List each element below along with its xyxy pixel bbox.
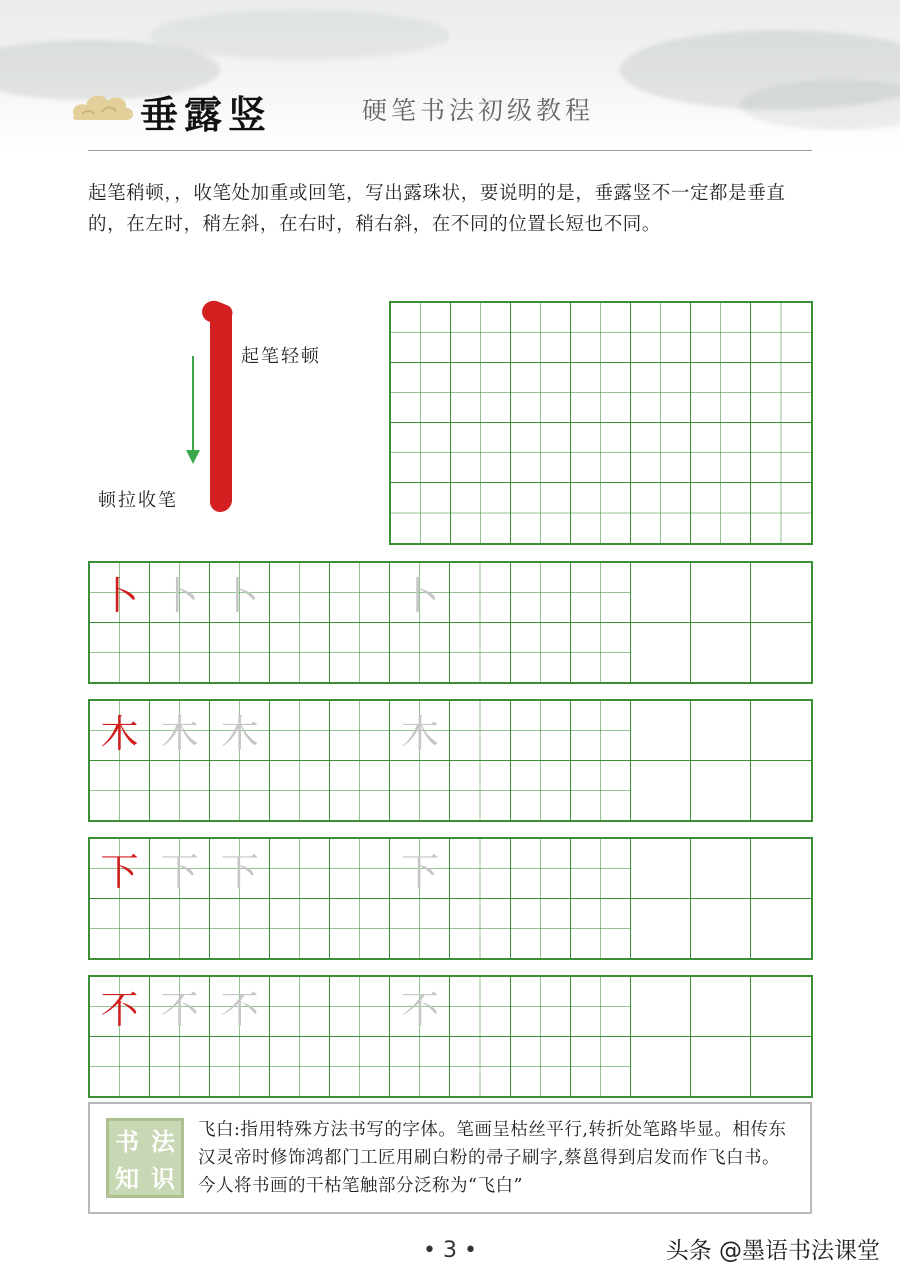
grid-cell[interactable]	[691, 839, 751, 899]
grid-cell[interactable]	[691, 423, 751, 483]
page-subtitle: 硬笔书法初级教程	[362, 96, 595, 125]
grid-cell[interactable]	[631, 839, 691, 899]
badge-char: 书	[115, 1127, 139, 1156]
grid-cell[interactable]	[691, 563, 751, 623]
grid-cell[interactable]	[451, 363, 511, 423]
grid-cell[interactable]	[751, 423, 811, 483]
watermark: 头条 @墨语书法课堂	[665, 1238, 880, 1264]
grid-cell[interactable]	[511, 761, 571, 821]
trace-char: 不	[400, 987, 439, 1032]
grid-cell[interactable]	[691, 483, 751, 543]
practice-row-grid[interactable]	[88, 561, 813, 684]
grid-cell[interactable]	[210, 899, 270, 959]
grid-cell[interactable]	[90, 623, 150, 683]
grid-cell[interactable]	[330, 701, 390, 761]
knowledge-badge	[106, 1118, 184, 1198]
grid-cell[interactable]	[511, 701, 571, 761]
page-title: 垂露竖	[140, 92, 273, 137]
trace-char: 木	[160, 711, 199, 756]
grid-cell[interactable]	[450, 839, 510, 899]
page-number: • 3 •	[423, 1238, 477, 1263]
grid-cell[interactable]	[631, 423, 691, 483]
trace-char-cell[interactable]	[390, 839, 450, 899]
badge-char: 知	[115, 1164, 139, 1193]
grid-cell[interactable]	[390, 623, 450, 683]
trace-char: 木	[220, 711, 259, 756]
header-divider	[88, 150, 812, 151]
trace-char-cell[interactable]	[390, 977, 450, 1037]
grid-cell[interactable]	[330, 899, 390, 959]
grid-cell[interactable]	[511, 977, 571, 1037]
trace-char-cell[interactable]	[150, 701, 210, 761]
trace-char-cell[interactable]	[150, 977, 210, 1037]
trace-char: 不	[220, 987, 259, 1032]
grid-cell[interactable]	[631, 761, 691, 821]
grid-cell[interactable]	[631, 563, 691, 623]
start-note: 起笔轻顿	[241, 346, 321, 367]
grid-cell[interactable]	[150, 623, 210, 683]
grid-cell[interactable]	[751, 701, 811, 761]
grid-cell[interactable]	[631, 303, 691, 363]
down-arrow-icon	[186, 450, 200, 464]
grid-cell[interactable]	[751, 363, 811, 423]
grid-cell[interactable]	[390, 899, 450, 959]
grid-cell[interactable]	[631, 1037, 691, 1097]
grid-cell[interactable]	[631, 899, 691, 959]
trace-char-cell[interactable]	[150, 839, 210, 899]
trace-char: 卜	[220, 573, 259, 618]
grid-cell[interactable]	[451, 483, 511, 543]
trace-char: 卜	[400, 573, 439, 618]
grid-cell[interactable]	[511, 423, 571, 483]
trace-char-cell[interactable]	[390, 701, 450, 761]
intro-paragraph: 起笔稍顿，，收笔处加重或回笔，写出露珠状，要说明的是，垂露竖不一定都是垂直的，在左时，稍左斜，在右时，稍右斜，在不同的位置长短也不同。	[88, 183, 786, 235]
calligraphy-knowledge-box	[88, 1102, 812, 1214]
grid-cell[interactable]	[571, 839, 631, 899]
grid-cell[interactable]	[90, 1037, 150, 1097]
grid-cell[interactable]	[150, 761, 210, 821]
grid-cell[interactable]	[571, 977, 631, 1037]
trace-char-cell[interactable]	[210, 839, 270, 899]
trace-char: 下	[220, 849, 259, 894]
grid-cell[interactable]	[751, 899, 811, 959]
grid-cell[interactable]	[571, 899, 631, 959]
grid-cell[interactable]	[450, 761, 510, 821]
grid-cell[interactable]	[451, 303, 511, 363]
grid-cell[interactable]	[511, 899, 571, 959]
grid-cell[interactable]	[451, 423, 511, 483]
grid-cell[interactable]	[571, 563, 631, 623]
header-mist-background	[0, 0, 900, 150]
grid-cell[interactable]	[691, 977, 751, 1037]
grid-cell[interactable]	[571, 701, 631, 761]
grid-cell[interactable]	[270, 1037, 330, 1097]
grid-cell[interactable]	[330, 563, 390, 623]
grid-cell[interactable]	[270, 839, 330, 899]
trace-char-cell[interactable]	[210, 977, 270, 1037]
grid-cell[interactable]	[511, 623, 571, 683]
grid-cell[interactable]	[450, 977, 510, 1037]
vertical-stroke-sample	[210, 306, 232, 512]
trace-char: 卜	[160, 573, 199, 618]
grid-cell[interactable]	[511, 1037, 571, 1097]
grid-cell[interactable]	[751, 839, 811, 899]
grid-cell[interactable]	[270, 977, 330, 1037]
grid-cell[interactable]	[691, 761, 751, 821]
grid-cell[interactable]	[631, 363, 691, 423]
trace-char: 下	[160, 849, 199, 894]
grid-cell[interactable]	[511, 483, 571, 543]
model-char-cell[interactable]	[90, 563, 150, 623]
grid-cell[interactable]	[571, 363, 631, 423]
grid-cell[interactable]	[751, 1037, 811, 1097]
grid-cell[interactable]	[210, 623, 270, 683]
grid-cell[interactable]	[270, 623, 330, 683]
model-char: 下	[100, 849, 139, 894]
practice-row-grid[interactable]	[88, 699, 813, 822]
cloud-icon	[68, 86, 138, 126]
stroke-demo	[88, 300, 378, 530]
grid-cell[interactable]	[511, 839, 571, 899]
model-char-cell[interactable]	[90, 977, 150, 1037]
model-char-cell[interactable]	[90, 701, 150, 761]
model-char: 不	[100, 987, 139, 1032]
grid-cell[interactable]	[751, 303, 811, 363]
practice-row-grid[interactable]	[88, 837, 813, 960]
badge-char: 识	[151, 1164, 175, 1193]
badge-char: 法	[151, 1127, 175, 1156]
grid-cell[interactable]	[450, 1037, 510, 1097]
trace-char: 下	[400, 849, 439, 894]
grid-cell[interactable]	[511, 303, 571, 363]
grid-cell[interactable]	[631, 623, 691, 683]
grid-cell[interactable]	[391, 483, 451, 543]
grid-cell[interactable]	[631, 483, 691, 543]
grid-cell[interactable]	[270, 899, 330, 959]
grid-cell[interactable]	[571, 1037, 631, 1097]
grid-cell[interactable]	[751, 761, 811, 821]
grid-cell[interactable]	[691, 363, 751, 423]
grid-cell[interactable]	[751, 483, 811, 543]
grid-cell[interactable]	[751, 623, 811, 683]
grid-cell[interactable]	[330, 977, 390, 1037]
grid-cell[interactable]	[751, 563, 811, 623]
grid-cell[interactable]	[450, 701, 510, 761]
trace-char-cell[interactable]	[210, 701, 270, 761]
grid-cell[interactable]	[691, 1037, 751, 1097]
model-char: 木	[100, 711, 139, 756]
end-note: 顿拉收笔	[98, 490, 178, 511]
grid-cell[interactable]	[150, 1037, 210, 1097]
grid-cell[interactable]	[390, 1037, 450, 1097]
practice-row-grid[interactable]	[88, 975, 813, 1098]
grid-cell[interactable]	[391, 363, 451, 423]
grid-cell[interactable]	[270, 701, 330, 761]
grid-cell[interactable]	[391, 303, 451, 363]
grid-cell[interactable]	[330, 623, 390, 683]
grid-cell[interactable]	[390, 761, 450, 821]
grid-cell[interactable]	[571, 623, 631, 683]
model-char: 卜	[100, 573, 139, 618]
grid-cell[interactable]	[450, 623, 510, 683]
grid-cell[interactable]	[270, 761, 330, 821]
grid-cell[interactable]	[511, 363, 571, 423]
grid-cell[interactable]	[691, 899, 751, 959]
trace-char-cell[interactable]	[390, 563, 450, 623]
trace-char: 木	[400, 711, 439, 756]
grid-cell[interactable]	[450, 563, 510, 623]
grid-cell[interactable]	[270, 563, 330, 623]
grid-cell[interactable]	[90, 899, 150, 959]
knowledge-text: 飞白:指用特殊方法书写的字体。笔画呈枯丝平行,转折处笔路毕显。相传东汉灵帝时修饰鸿都门工匠用刷白粉的帚子刷字,蔡邕得到启发而作飞白书。今人将书画的干枯笔触部分泛称为“飞白”	[198, 1120, 787, 1196]
grid-cell[interactable]	[691, 701, 751, 761]
grid-cell[interactable]	[210, 761, 270, 821]
grid-cell[interactable]	[571, 483, 631, 543]
trace-char-cell[interactable]	[150, 563, 210, 623]
grid-cell[interactable]	[691, 303, 751, 363]
grid-cell[interactable]	[210, 1037, 270, 1097]
grid-cell[interactable]	[631, 977, 691, 1037]
grid-cell[interactable]	[330, 761, 390, 821]
trace-char-cell[interactable]	[210, 563, 270, 623]
grid-cell[interactable]	[751, 977, 811, 1037]
trace-char: 不	[160, 987, 199, 1032]
grid-cell[interactable]	[571, 303, 631, 363]
grid-cell[interactable]	[571, 423, 631, 483]
practice-grid-top[interactable]	[389, 301, 813, 545]
direction-arrow-shaft	[192, 356, 194, 456]
grid-cell[interactable]	[631, 701, 691, 761]
grid-cell[interactable]	[90, 761, 150, 821]
grid-cell[interactable]	[330, 839, 390, 899]
grid-cell[interactable]	[150, 899, 210, 959]
grid-cell[interactable]	[511, 563, 571, 623]
grid-cell[interactable]	[571, 761, 631, 821]
model-char-cell[interactable]	[90, 839, 150, 899]
grid-cell[interactable]	[450, 899, 510, 959]
grid-cell[interactable]	[691, 623, 751, 683]
grid-cell[interactable]	[330, 1037, 390, 1097]
grid-cell[interactable]	[391, 423, 451, 483]
